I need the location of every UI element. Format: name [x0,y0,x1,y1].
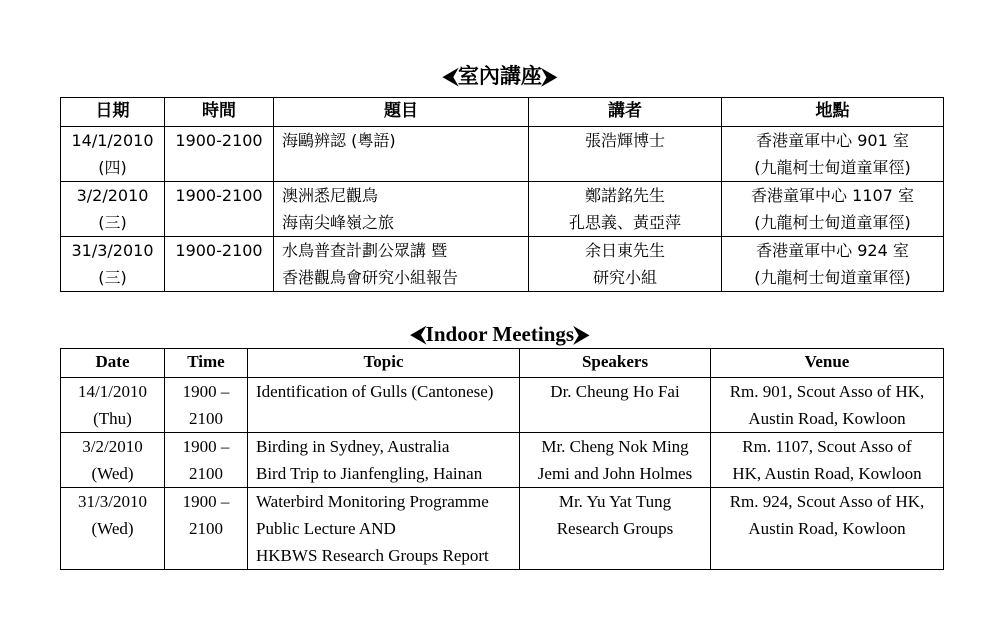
speaker-cell [520,433,711,488]
indoor-meetings-table-english [60,348,944,570]
header-time: 時間 [165,98,274,127]
speaker-text: 研究小組 [592,268,657,287]
weekday-text: (三) [98,268,127,287]
topic-cell [248,378,520,433]
topic-text: 海南尖峰嶺之旅 [282,213,395,232]
date-cell [61,182,165,237]
header-topic: Topic [248,349,520,378]
speaker-cell [520,378,711,433]
time-text: 2100 [189,409,223,428]
speaker-text: Mr. Cheng Nok Ming [541,437,689,456]
topic-cell [274,182,529,237]
time-text: 1900 – [182,382,230,401]
topic-text: Bird Trip to Jianfengling, Hainan [256,464,483,483]
venue-text: 香港童軍中心 924 室 [756,241,909,260]
topic-text: Identification of Gulls (Cantonese) [256,382,494,401]
venue-text: (九龍柯士甸道童軍徑) [754,158,911,177]
topic-cell [248,488,520,570]
weekday-text: (Thu) [93,409,132,428]
venue-text: (九龍柯士甸道童軍徑) [754,213,911,232]
time-cell [165,127,274,182]
topic-text: 海鷗辨認 (粵語) [282,131,396,150]
weekday-text: (Wed) [91,464,134,483]
time-text: 1900 – [182,437,230,456]
header-date: 日期 [61,98,165,127]
weekday-text: (Wed) [91,519,134,538]
topic-text: Birding in Sydney, Australia [256,437,450,456]
venue-cell [711,488,944,570]
time-cell [165,378,248,433]
venue-cell [711,433,944,488]
date-text: 14/1/2010 [71,131,154,150]
indoor-meetings-table-chinese [60,97,944,292]
topic-text: Waterbird Monitoring Programme [256,492,489,511]
time-cell [165,237,274,292]
venue-text: HK, Austin Road, Kowloon [732,464,922,483]
venue-cell [722,237,944,292]
topic-text: 澳洲悉尼觀鳥 [282,186,379,205]
table-row [61,488,944,570]
header-venue: 地點 [722,98,944,127]
header-speakers: Speakers [520,349,711,378]
header-speaker: 講者 [529,98,722,127]
speaker-text: 張浩輝博士 [584,131,665,150]
date-cell [61,433,165,488]
time-cell [165,488,248,570]
date-text: 31/3/2010 [71,241,154,260]
time-text: 1900-2100 [175,186,263,205]
topic-cell [274,127,529,182]
table-header-row [61,98,944,127]
venue-cell [711,378,944,433]
speaker-cell [529,182,722,237]
speaker-cell [520,488,711,570]
speaker-text: Dr. Cheung Ho Fai [550,382,680,401]
page-title-english: ⮜Indoor Meetings⮞ [410,322,590,346]
venue-text: Rm. 901, Scout Asso of HK, [729,382,925,401]
speaker-text: Jemi and John Holmes [537,464,693,483]
topic-cell [274,237,529,292]
header-topic: 題目 [274,98,529,127]
table-row [61,127,944,182]
speaker-text: 余日東先生 [584,241,665,260]
speaker-text: Mr. Yu Yat Tung [558,492,672,511]
table-row [61,378,944,433]
time-text: 1900 – [182,492,230,511]
venue-text: Austin Road, Kowloon [748,519,906,538]
header-date: Date [61,349,165,378]
topic-text: Public Lecture AND [256,519,396,538]
weekday-text: (四) [98,158,127,177]
venue-cell [722,182,944,237]
venue-text: Austin Road, Kowloon [748,409,906,428]
time-text: 2100 [189,519,223,538]
topic-text: 香港觀鳥會研究小組報告 [282,268,459,287]
topic-text: 水鳥普查計劃公眾講 暨 [282,241,448,260]
time-cell [165,182,274,237]
table-row [61,433,944,488]
venue-text: 香港童軍中心 901 室 [756,131,909,150]
venue-text: 香港童軍中心 1107 室 [751,186,914,205]
date-cell [61,488,165,570]
date-text: 31/3/2010 [78,492,147,511]
header-time: Time [165,349,248,378]
venue-text: Rm. 924, Scout Asso of HK, [729,492,925,511]
date-cell [61,378,165,433]
time-text: 1900-2100 [175,131,263,150]
venue-cell [722,127,944,182]
date-text: 3/2/2010 [82,437,143,456]
topic-text: HKBWS Research Groups Report [256,546,489,565]
speaker-text: Research Groups [556,519,674,538]
topic-cell [248,433,520,488]
weekday-text: (三) [98,213,127,232]
speaker-text: 孔思義、黃亞萍 [568,213,681,232]
table-row [61,182,944,237]
page-title-chinese: ⮜室內講座⮞ [442,64,558,88]
time-text: 2100 [189,464,223,483]
speaker-cell [529,237,722,292]
time-cell [165,433,248,488]
venue-text: Rm. 1107, Scout Asso of [742,437,912,456]
time-text: 1900-2100 [175,241,263,260]
speaker-cell [529,127,722,182]
date-cell [61,237,165,292]
table-header-row [61,349,944,378]
header-venue: Venue [711,349,944,378]
date-text: 3/2/2010 [76,186,149,205]
speaker-text: 鄭諾銘先生 [584,186,665,205]
table-row [61,237,944,292]
venue-text: (九龍柯士甸道童軍徑) [754,268,911,287]
date-text: 14/1/2010 [78,382,147,401]
date-cell [61,127,165,182]
